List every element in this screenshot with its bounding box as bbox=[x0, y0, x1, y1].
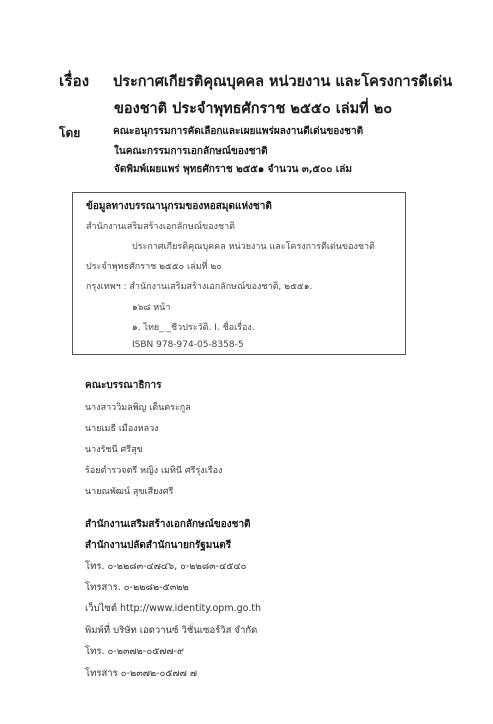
catalog-title-b: ประจำพุทธศักราช ๒๕๕๐ เล่มที่ ๒๐ bbox=[86, 262, 222, 272]
printer-name: พิมพ์ที่ บริษัท เอดวานซ์ วิชั่นเซอร์วิส จำกัด bbox=[85, 625, 258, 636]
title-line-1: ประกาศเกียรติคุณบุคคล หน่วยงาน และโครงการดีเด่น bbox=[113, 73, 453, 90]
catalog-author: สำนักงานเสริมสร้างเอกลักษณ์ของชาติ bbox=[86, 222, 235, 232]
printer-fax: โทรสาร ๐-๒๓๗๒-๐๕๗๗ ๗ bbox=[85, 668, 197, 679]
subject-label: เรื่อง bbox=[59, 72, 90, 90]
catalog-isbn: ISBN 978-974-05-8358-5 bbox=[132, 340, 244, 350]
editor-name: ร้อยตำรวจตรี หญิง เมทินี ศรีรุ่งเรือง bbox=[85, 466, 223, 476]
by-line-1: คณะอนุกรรมการคัดเลือกและเผยแพร่ผลงานดีเด่นของชาติ bbox=[113, 126, 364, 137]
catalog-imprint: กรุงเทพฯ : สำนักงานเสริมสร้างเอกลักษณ์ของชาติ, ๒๕๕๑. bbox=[86, 282, 313, 292]
catalog-pages: ๑๖๘ หน้า bbox=[132, 303, 171, 313]
catalog-title-a: ประกาศเกียรติคุณบุคคล หน่วยงาน และโครงการดีเด่นของชาติ bbox=[132, 242, 375, 252]
printer-tel: โทร. ๐-๒๓๗๒-๐๕๗๗-๙ bbox=[85, 646, 184, 657]
office-name-2: สำนักงานปลัดสำนักนายกรัฐมนตรี bbox=[85, 540, 232, 551]
by-line-2: ในคณะกรรมการเอกลักษณ์ของชาติ bbox=[114, 146, 268, 157]
office-tel: โทร. ๐-๒๒๘๓-๔๗๔๖, ๐-๒๒๘๓-๔๕๔๐ bbox=[85, 561, 247, 572]
editor-name: นางรัชนี ศรีสุข bbox=[85, 445, 143, 455]
office-fax: โทรสาร. ๐-๒๒๘๒-๕๓๒๒ bbox=[85, 582, 189, 593]
office-name-1: สำนักงานเสริมสร้างเอกลักษณ์ของชาติ bbox=[85, 519, 251, 530]
editors-heading: คณะบรรณาธิการ bbox=[85, 380, 162, 391]
editor-name: นางสาววิมลพิญ เต็นตระกูล bbox=[85, 403, 191, 413]
catalog-heading: ข้อมูลทางบรรณานุกรมของหอสมุดแห่งชาติ bbox=[86, 201, 272, 212]
title-line-2: ของชาติ ประจำพุทธศักราช ๒๕๕๐ เล่มที่ ๒๐ bbox=[114, 100, 393, 117]
catalog-subjects: ๑. ไทย_ _ชีวประวัติ. I. ชื่อเรื่อง. bbox=[132, 323, 255, 333]
office-website: เว็บไซต์ http://www.identity.opm.go.th bbox=[85, 603, 262, 614]
by-line-3: จัดพิมพ์เผยแพร่ พุทธศักราช ๒๕๕๑ จำนวน ๓,๕๐๐ เล่ม bbox=[114, 164, 352, 175]
editor-name: นายณพัฒน์ สุขเสียงศรี bbox=[85, 487, 174, 497]
by-label: โดย bbox=[59, 126, 81, 140]
editor-name: นายเมธี เมืองหลวง bbox=[85, 424, 159, 434]
